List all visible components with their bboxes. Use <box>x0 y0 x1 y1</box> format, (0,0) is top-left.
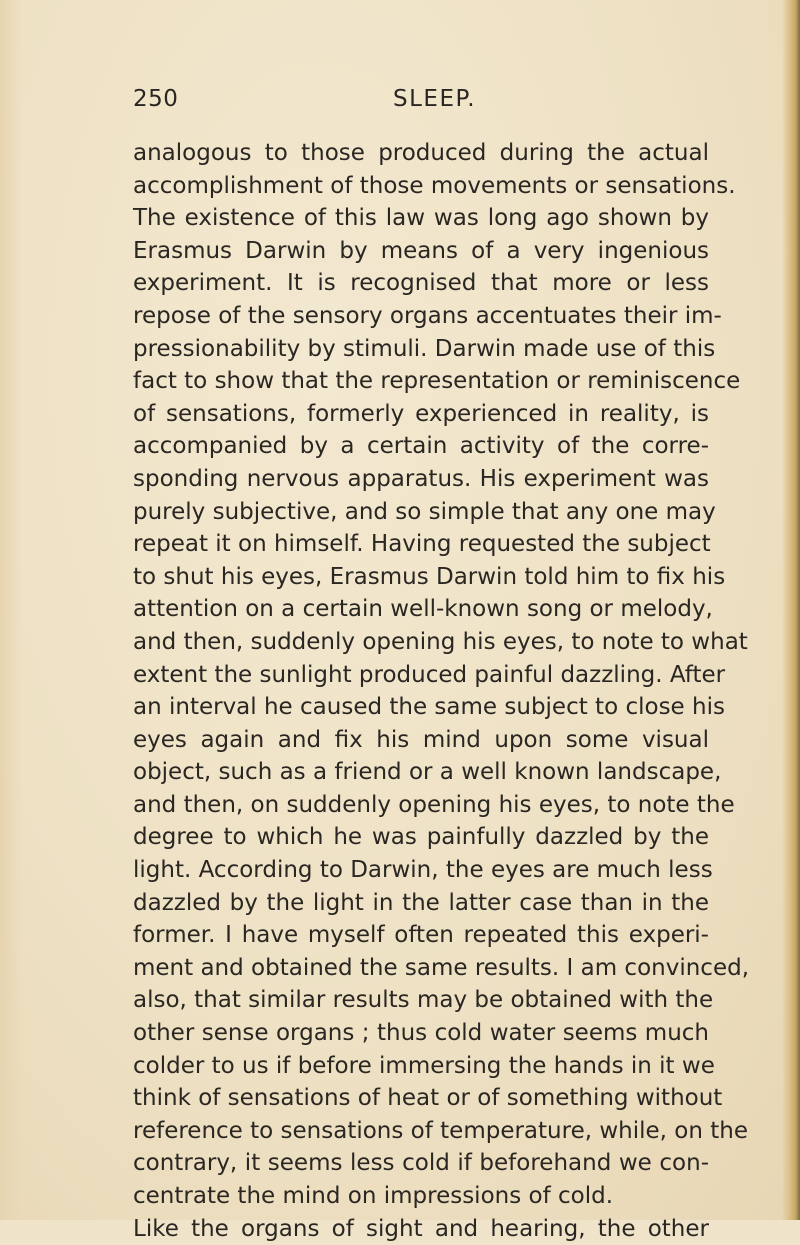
text-line: accomplishment of those movements or sensations. <box>133 172 736 199</box>
text-line: and then, suddenly opening his eyes, to note to what <box>133 628 748 655</box>
text-line: pressionability by stimuli. Darwin made use of this <box>133 335 716 362</box>
text-line: of sensations, formerly experienced in reality, is <box>133 400 709 427</box>
text-line: contrary, it seems less cold if beforehand we con- <box>133 1150 709 1177</box>
text-line: Like the organs of sight and hearing, the other <box>133 1215 709 1242</box>
running-head <box>133 86 713 120</box>
text-line: light. According to Darwin, the eyes are much less <box>133 857 713 884</box>
text-line: purely subjective, and so simple that any one may <box>133 498 716 525</box>
text-line: centrate the mind on impressions of cold. <box>133 1183 614 1209</box>
text-line: degree to which he was painfully dazzled by the <box>133 824 709 851</box>
text-line: reference to sensations of temperature, while, on the <box>133 1117 748 1144</box>
text-line: former. I have myself often repeated this experi- <box>133 922 709 949</box>
text-line: repose of the sensory organs accentuates their im- <box>133 302 722 329</box>
running-title: SLEEP. <box>393 86 477 112</box>
text-line: fact to show that the representation or reminiscence <box>133 368 741 395</box>
text-line: Erasmus Darwin by means of a very ingenious <box>133 237 709 264</box>
page-edge <box>782 0 800 1220</box>
text-line: accompanied by a certain activity of the corre- <box>133 433 709 460</box>
text-line: to shut his eyes, Erasmus Darwin told him to fix his <box>133 563 726 590</box>
text-line: and then, on suddenly opening his eyes, to note the <box>133 791 735 818</box>
text-line: dazzled by the light in the latter case than in the <box>133 889 709 916</box>
text-line: extent the sunlight produced painful dazzling. After <box>133 661 726 688</box>
text-line: also, that similar results may be obtained with the <box>133 987 714 1014</box>
text-line: attention on a certain well-known song or melody, <box>133 596 713 623</box>
text-line: an interval he caused the same subject to close his <box>133 694 725 721</box>
text-line: analogous to those produced during the actual <box>133 140 709 166</box>
text-line: other sense organs ; thus cold water seems much <box>133 1020 709 1047</box>
text-line: think of sensations of heat or of something without <box>133 1085 723 1112</box>
page-number: 250 <box>133 86 179 112</box>
text-line: sponding nervous apparatus. His experiment was <box>133 465 709 492</box>
body-text <box>133 137 750 1245</box>
text-line: repeat it on himself. Having requested the subject <box>133 531 711 558</box>
text-line: experiment. It is recognised that more or less <box>133 270 709 297</box>
binding-shadow <box>0 0 22 1220</box>
text-line: colder to us if before immersing the hands in it we <box>133 1052 715 1079</box>
text-line: The existence of this law was long ago shown by <box>133 205 709 232</box>
text-line: object, such as a friend or a well known landscape, <box>133 759 722 786</box>
text-line: ment and obtained the same results. I am convinced, <box>133 954 750 981</box>
text-line: eyes again and fix his mind upon some visual <box>133 726 709 753</box>
